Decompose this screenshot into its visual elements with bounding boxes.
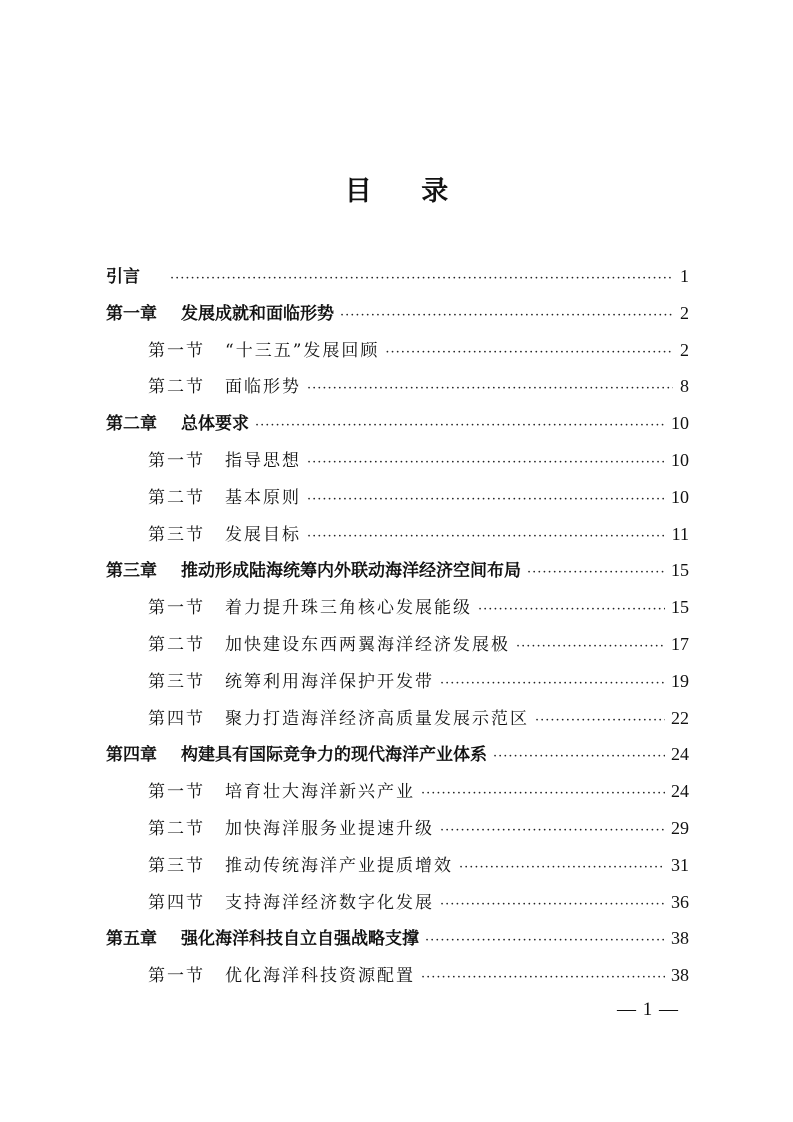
toc-leader-dots [478, 592, 665, 629]
toc-section-entry[interactable] [106, 626, 689, 663]
toc-page-number: 11 [671, 523, 689, 544]
page-title: 目 录 [344, 176, 469, 207]
toc-page-number: 31 [671, 854, 689, 875]
toc-leader-dots [440, 887, 665, 924]
toc-entry-title: 培育壮大海洋新兴产业 [225, 782, 415, 803]
toc-leader-dots [307, 519, 666, 556]
toc-entry-title: 强化海洋科技自立自强战略支撑 [181, 929, 419, 950]
toc-entry-title: 加快建设东西两翼海洋经济发展极 [225, 634, 510, 655]
toc-entry-label: 第一节 [148, 450, 205, 471]
toc-leader-dots [307, 482, 665, 519]
toc-section-entry[interactable] [106, 700, 689, 737]
toc-entry-label: 第二节 [148, 487, 205, 508]
toc-leader-dots [440, 813, 665, 850]
toc-leader-dots [440, 666, 665, 703]
toc-entry-label: 第一节 [148, 598, 205, 619]
toc-leader-dots [340, 298, 673, 335]
toc-page-number: 2 [680, 302, 689, 323]
toc-page-number: 36 [671, 891, 689, 912]
toc-leader-dots [307, 445, 665, 482]
toc-page-number: 10 [671, 486, 689, 507]
toc-leader-dots [535, 703, 665, 740]
toc-page-number: 1 [680, 266, 689, 286]
toc-entry-title: 优化海洋科技资源配置 [225, 966, 415, 987]
toc-entry-title: 支持海洋经济数字化发展 [225, 892, 434, 913]
toc-leader-dots [459, 850, 665, 887]
toc-entry-label: 第五章 [106, 929, 157, 950]
toc-section-entry[interactable] [106, 773, 689, 810]
toc-leader-dots [421, 960, 665, 997]
toc-page-number: 24 [671, 744, 689, 765]
toc-entry-title: “十三五”发展回顾 [225, 340, 380, 361]
toc-entry-label: 第四节 [148, 892, 205, 913]
toc-entry-title: 发展成就和面临形势 [181, 303, 334, 324]
page-number: — 1 — [617, 999, 679, 1020]
toc-entry-label: 第二节 [148, 818, 205, 839]
toc-leader-dots [170, 261, 673, 298]
toc-entry-label: 第二节 [148, 377, 205, 398]
toc-section-entry[interactable] [106, 847, 689, 884]
toc-entry-label: 第一章 [106, 303, 157, 324]
toc-leader-dots [421, 776, 665, 813]
toc-section-entry[interactable] [106, 516, 689, 553]
toc-entry-title: 构建具有国际竞争力的现代海洋产业体系 [181, 745, 487, 766]
table-of-contents [106, 258, 689, 994]
toc-entry-title: 面临形势 [225, 377, 301, 398]
toc-entry-label: 第二节 [148, 634, 205, 655]
toc-entry-title: 基本原则 [225, 487, 301, 508]
toc-entry-label: 第三节 [148, 671, 205, 692]
toc-section-entry[interactable] [106, 810, 689, 847]
toc-leader-dots [307, 371, 673, 408]
toc-entry-title: 总体要求 [181, 414, 249, 435]
toc-section-entry[interactable] [106, 479, 689, 516]
toc-chapter-entry[interactable] [106, 295, 689, 332]
toc-entry-title: 发展目标 [225, 524, 301, 545]
toc-entry-label: 第一节 [148, 966, 205, 987]
toc-page-number: 10 [671, 449, 689, 470]
toc-leader-dots [493, 739, 665, 776]
toc-page-number: 22 [671, 707, 689, 728]
toc-entry-label: 第一节 [148, 340, 205, 361]
toc-entry-label: 第三节 [148, 855, 205, 876]
toc-entry-title: 推动形成陆海统筹内外联动海洋经济空间布局 [181, 561, 521, 582]
toc-entry-title: 加快海洋服务业提速升级 [225, 818, 434, 839]
toc-entry-title: 着力提升珠三角核心发展能级 [225, 598, 472, 619]
toc-entry-label: 引言 [106, 267, 140, 287]
toc-entry-label: 第三章 [106, 561, 157, 582]
toc-page-number: 19 [671, 670, 689, 691]
toc-leader-dots [516, 629, 665, 666]
toc-entry-title: 聚力打造海洋经济高质量发展示范区 [225, 708, 529, 729]
toc-entry-label: 第一节 [148, 782, 205, 803]
toc-chapter-entry[interactable] [106, 405, 689, 442]
toc-section-entry[interactable] [106, 884, 689, 921]
toc-page-number: 38 [671, 965, 689, 986]
toc-entry-label: 第四节 [148, 708, 205, 729]
toc-page-number: 38 [671, 928, 689, 949]
toc-leader-dots [425, 923, 665, 960]
toc-chapter-entry[interactable] [106, 920, 689, 957]
toc-page-number: 17 [671, 633, 689, 654]
toc-page-number: 2 [680, 339, 689, 360]
toc-section-entry[interactable] [106, 442, 689, 479]
toc-section-entry[interactable] [106, 589, 689, 626]
toc-page-number: 29 [671, 817, 689, 838]
toc-section-entry[interactable] [106, 332, 689, 369]
toc-section-entry[interactable] [106, 663, 689, 700]
toc-page-number: 15 [671, 597, 689, 618]
toc-leader-dots [255, 408, 665, 445]
toc-entry-label: 第四章 [106, 745, 157, 766]
toc-leader-dots [527, 555, 665, 592]
toc-chapter-entry[interactable] [106, 736, 689, 773]
toc-section-entry[interactable] [106, 368, 689, 405]
toc-section-entry[interactable] [106, 957, 689, 994]
toc-entry-label: 第三节 [148, 524, 205, 545]
toc-page-number: 10 [671, 413, 689, 434]
toc-entry-title: 统筹利用海洋保护开发带 [225, 671, 434, 692]
toc-leader-dots [385, 335, 673, 372]
toc-page-number: 15 [671, 560, 689, 581]
toc-page-number: 24 [671, 781, 689, 802]
toc-chapter-entry[interactable] [106, 552, 689, 589]
toc-entry-title: 推动传统海洋产业提质增效 [225, 855, 453, 876]
toc-page-number: 8 [680, 376, 689, 397]
toc-entry-title: 指导思想 [225, 450, 301, 471]
toc-entry-label: 第二章 [106, 414, 157, 435]
toc-chapter-entry[interactable] [106, 258, 689, 295]
